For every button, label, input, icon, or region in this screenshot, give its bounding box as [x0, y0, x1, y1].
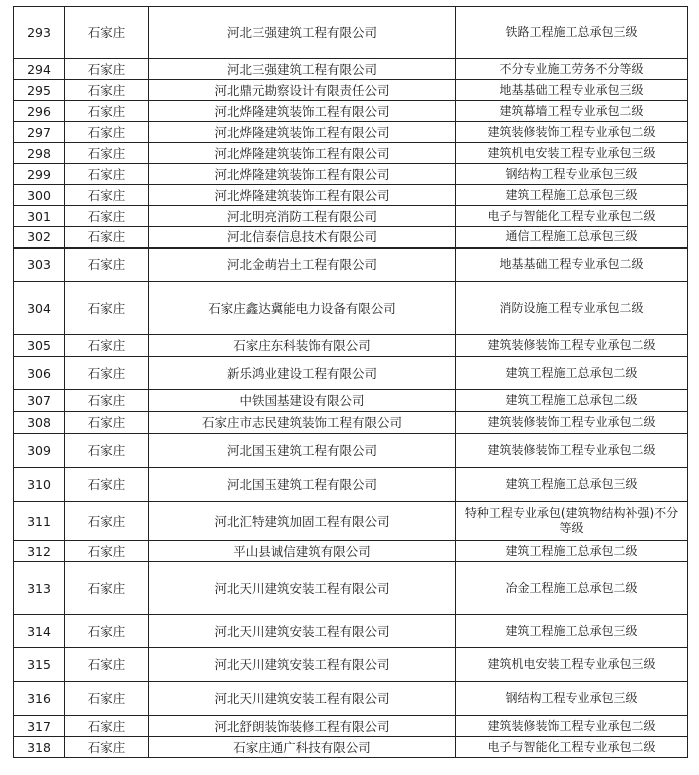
row-city: 石家庄: [65, 143, 149, 164]
row-city: 石家庄: [65, 615, 149, 648]
row-company: 河北烨隆建筑装饰工程有限公司: [149, 122, 456, 143]
row-company: 河北天川建筑安装工程有限公司: [149, 682, 456, 716]
row-qualification: 建筑工程施工总承包三级: [456, 185, 688, 206]
row-qualification: 建筑机电安装工程专业承包三级: [456, 648, 688, 682]
row-city: 石家庄: [65, 502, 149, 541]
row-company: 河北天川建筑安装工程有限公司: [149, 615, 456, 648]
row-number: 307: [14, 390, 65, 412]
row-number: 293: [14, 7, 65, 59]
table-row: [14, 562, 688, 615]
row-number: 300: [14, 185, 65, 206]
table-row: [14, 335, 688, 357]
row-company: 河北烨隆建筑装饰工程有限公司: [149, 143, 456, 164]
row-company: 河北烨隆建筑装饰工程有限公司: [149, 185, 456, 206]
table-row: [14, 164, 688, 185]
row-qualification: 钢结构工程专业承包三级: [456, 164, 688, 185]
row-company: 石家庄市志民建筑装饰工程有限公司: [149, 412, 456, 434]
row-qualification: 建筑装修装饰工程专业承包二级: [456, 716, 688, 737]
row-company: 石家庄通广科技有限公司: [149, 737, 456, 758]
row-company: 新乐鸿业建设工程有限公司: [149, 357, 456, 390]
row-number: 299: [14, 164, 65, 185]
row-company: 河北天川建筑安装工程有限公司: [149, 562, 456, 615]
qualification-list-table: [13, 6, 688, 758]
row-company: 河北三强建筑工程有限公司: [149, 59, 456, 80]
row-qualification: 电子与智能化工程专业承包二级: [456, 737, 688, 758]
row-number: 314: [14, 615, 65, 648]
row-number: 304: [14, 282, 65, 335]
row-number: 318: [14, 737, 65, 758]
row-company: 河北明亮消防工程有限公司: [149, 206, 456, 227]
row-qualification: 建筑工程施工总承包三级: [456, 468, 688, 502]
row-company: 河北金萌岩土工程有限公司: [149, 248, 456, 282]
table-row: [14, 185, 688, 206]
table-row: [14, 682, 688, 716]
row-city: 石家庄: [65, 648, 149, 682]
row-qualification: 地基基础工程专业承包二级: [456, 248, 688, 282]
row-qualification: 建筑装修装饰工程专业承包二级: [456, 335, 688, 357]
row-city: 石家庄: [65, 737, 149, 758]
row-company: 石家庄鑫达冀能电力设备有限公司: [149, 282, 456, 335]
table-row: [14, 541, 688, 562]
row-number: 308: [14, 412, 65, 434]
row-qualification: 铁路工程施工总承包三级: [456, 7, 688, 59]
row-qualification: 冶金工程施工总承包二级: [456, 562, 688, 615]
table-row: [14, 80, 688, 101]
table-row: [14, 101, 688, 122]
row-qualification: 钢结构工程专业承包三级: [456, 682, 688, 716]
row-qualification: 建筑幕墙工程专业承包二级: [456, 101, 688, 122]
table-row: [14, 716, 688, 737]
row-qualification: 不分专业施工劳务不分等级: [456, 59, 688, 80]
row-number: 315: [14, 648, 65, 682]
table-row: [14, 143, 688, 164]
row-company: 河北鼎元勘察设计有限责任公司: [149, 80, 456, 101]
row-number: 313: [14, 562, 65, 615]
row-number: 312: [14, 541, 65, 562]
row-number: 317: [14, 716, 65, 737]
row-company: 石家庄东科装饰有限公司: [149, 335, 456, 357]
row-company: 河北信泰信息技术有限公司: [149, 227, 456, 248]
row-number: 311: [14, 502, 65, 541]
row-number: 298: [14, 143, 65, 164]
row-city: 石家庄: [65, 7, 149, 59]
table-row: [14, 390, 688, 412]
row-city: 石家庄: [65, 101, 149, 122]
row-number: 301: [14, 206, 65, 227]
row-company: 河北三强建筑工程有限公司: [149, 7, 456, 59]
row-qualification: 建筑工程施工总承包二级: [456, 390, 688, 412]
row-city: 石家庄: [65, 248, 149, 282]
row-city: 石家庄: [65, 227, 149, 248]
table-row: [14, 206, 688, 227]
row-city: 石家庄: [65, 412, 149, 434]
table-row: [14, 122, 688, 143]
row-company: 河北天川建筑安装工程有限公司: [149, 648, 456, 682]
table-row: [14, 502, 688, 541]
row-qualification: 建筑装修装饰工程专业承包二级: [456, 434, 688, 468]
row-qualification: 地基基础工程专业承包三级: [456, 80, 688, 101]
row-city: 石家庄: [65, 390, 149, 412]
table-row: [14, 282, 688, 335]
row-city: 石家庄: [65, 541, 149, 562]
row-number: 316: [14, 682, 65, 716]
row-city: 石家庄: [65, 682, 149, 716]
row-company: 平山县诚信建筑有限公司: [149, 541, 456, 562]
row-company: 中铁国基建设有限公司: [149, 390, 456, 412]
row-qualification: 建筑工程施工总承包二级: [456, 357, 688, 390]
row-qualification: 建筑机电安装工程专业承包三级: [456, 143, 688, 164]
row-city: 石家庄: [65, 59, 149, 80]
row-number: 305: [14, 335, 65, 357]
row-qualification: 电子与智能化工程专业承包二级: [456, 206, 688, 227]
row-city: 石家庄: [65, 335, 149, 357]
row-company: 河北国玉建筑工程有限公司: [149, 434, 456, 468]
row-company: 河北烨隆建筑装饰工程有限公司: [149, 164, 456, 185]
table-row: [14, 468, 688, 502]
row-city: 石家庄: [65, 468, 149, 502]
table-row: [14, 7, 688, 59]
row-number: 309: [14, 434, 65, 468]
row-city: 石家庄: [65, 282, 149, 335]
table-row: [14, 227, 688, 248]
row-city: 石家庄: [65, 80, 149, 101]
row-city: 石家庄: [65, 164, 149, 185]
row-number: 303: [14, 248, 65, 282]
row-company: 河北汇特建筑加固工程有限公司: [149, 502, 456, 541]
table-row: [14, 357, 688, 390]
row-company: 河北烨隆建筑装饰工程有限公司: [149, 101, 456, 122]
row-number: 296: [14, 101, 65, 122]
row-qualification: 特种工程专业承包(建筑物结构补强)不分等级: [456, 502, 688, 541]
table-row: [14, 412, 688, 434]
row-company: 河北国玉建筑工程有限公司: [149, 468, 456, 502]
row-number: 310: [14, 468, 65, 502]
row-qualification: 通信工程施工总承包三级: [456, 227, 688, 248]
row-city: 石家庄: [65, 206, 149, 227]
row-qualification: 建筑工程施工总承包二级: [456, 541, 688, 562]
row-qualification: 建筑工程施工总承包三级: [456, 615, 688, 648]
row-number: 295: [14, 80, 65, 101]
row-qualification: 消防设施工程专业承包二级: [456, 282, 688, 335]
row-city: 石家庄: [65, 122, 149, 143]
row-city: 石家庄: [65, 562, 149, 615]
row-city: 石家庄: [65, 716, 149, 737]
row-qualification: 建筑装修装饰工程专业承包二级: [456, 412, 688, 434]
table-row: [14, 615, 688, 648]
row-number: 306: [14, 357, 65, 390]
table-row: [14, 59, 688, 80]
row-number: 297: [14, 122, 65, 143]
row-company: 河北舒朗装饰装修工程有限公司: [149, 716, 456, 737]
row-city: 石家庄: [65, 434, 149, 468]
table-row: [14, 434, 688, 468]
table-row: [14, 737, 688, 758]
table-row: [14, 248, 688, 282]
row-city: 石家庄: [65, 185, 149, 206]
row-city: 石家庄: [65, 357, 149, 390]
row-qualification: 建筑装修装饰工程专业承包二级: [456, 122, 688, 143]
row-number: 294: [14, 59, 65, 80]
row-number: 302: [14, 227, 65, 248]
table-row: [14, 648, 688, 682]
